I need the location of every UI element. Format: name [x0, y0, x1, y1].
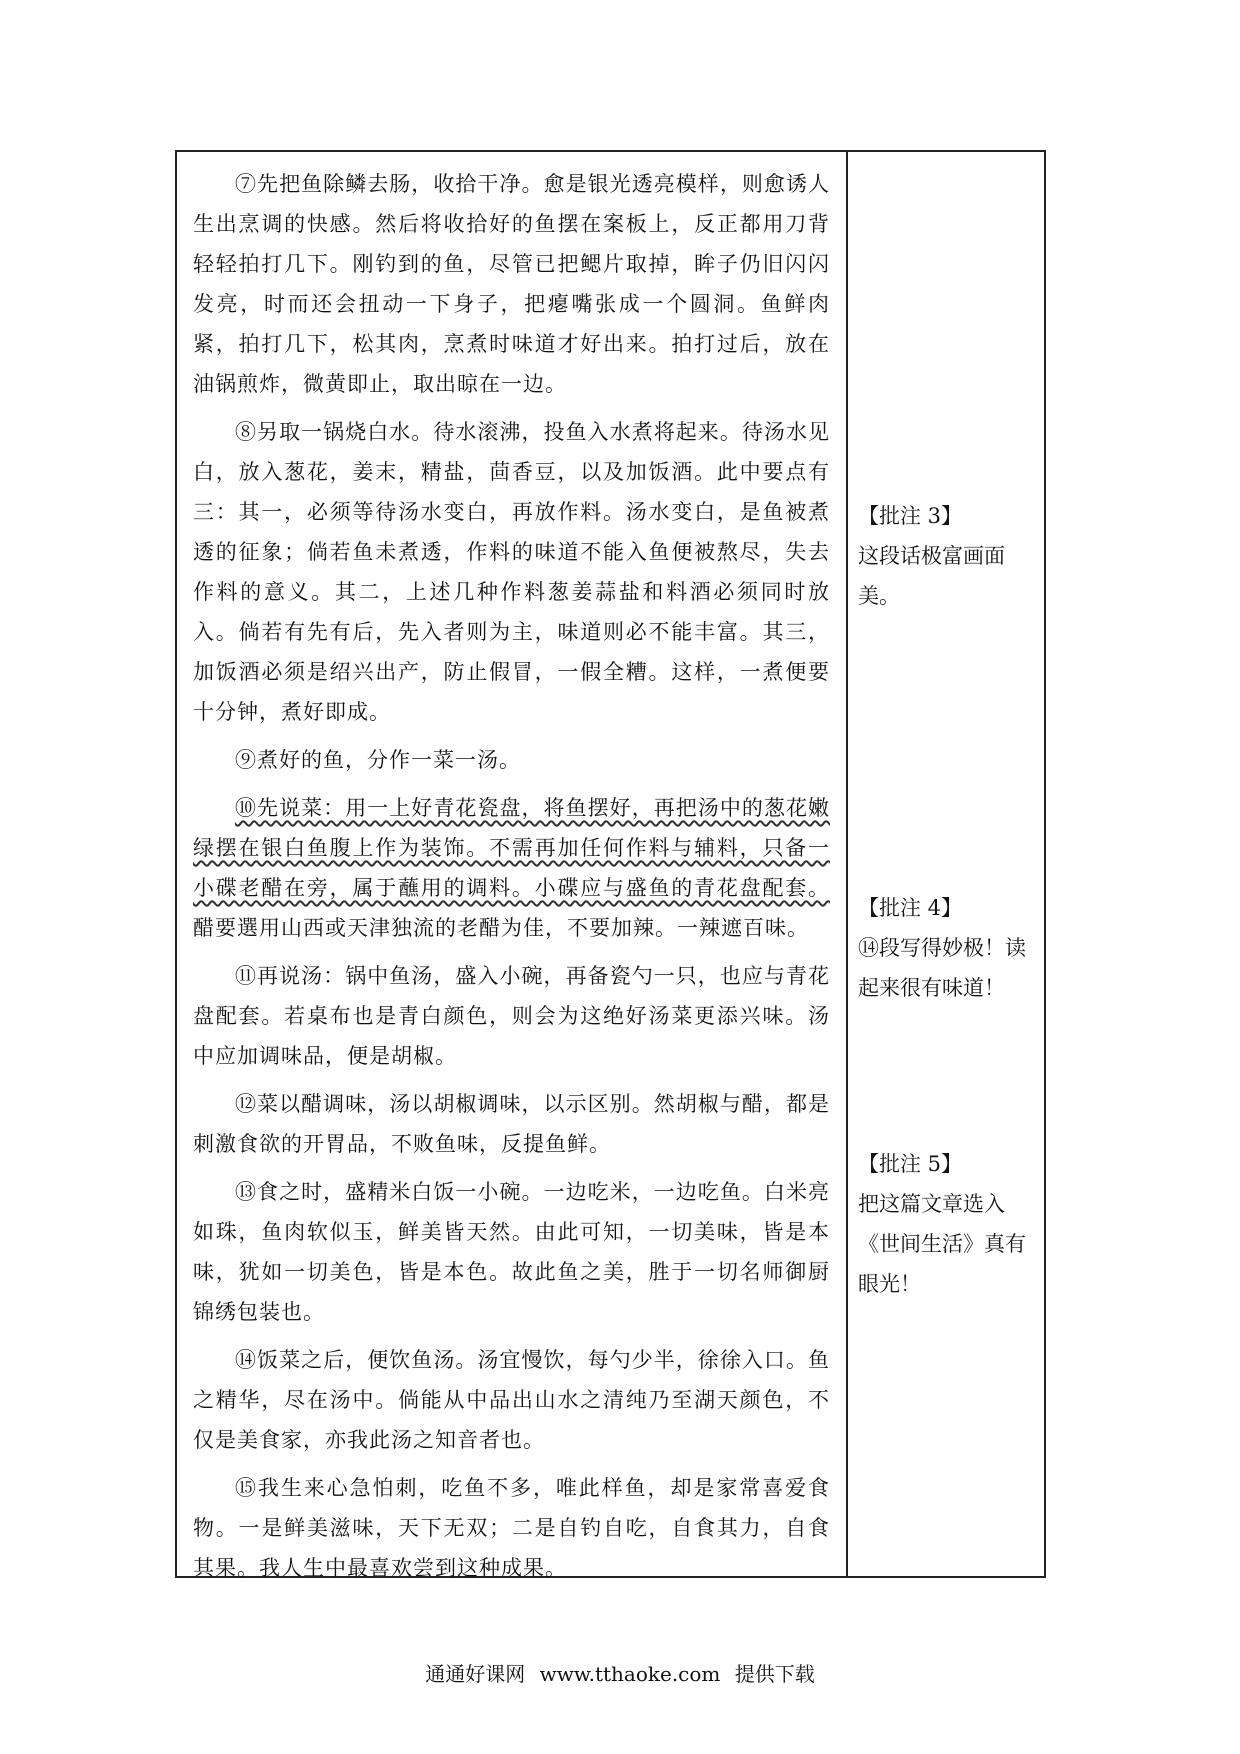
footer-suffix: 提供下载	[734, 1662, 815, 1686]
note-5	[858, 1144, 1036, 1304]
footer-url[interactable]: www.tthaoke.com	[539, 1662, 721, 1686]
paragraph-11: ⑪再说汤：锅中鱼汤，盛入小碗，再备瓷勺一只，也应与青花盘配套。若桌布也是青白颜色，则会为这绝好汤菜更添兴味。汤中应加调味品，便是胡椒。	[193, 964, 830, 1068]
paragraph-9: ⑨煮好的鱼，分作一菜一汤。	[235, 748, 521, 772]
paragraph-14: ⑭饭菜之后，便饮鱼汤。汤宜慢饮，每勺少半，徐徐入口。鱼之精华，尽在汤中。倘能从中品出山水之清纯乃至湖天颜色，不仅是美食家，亦我此汤之知音者也。	[193, 1348, 830, 1452]
note-5-text: 把这篇文章选入《世间生活》真有眼光！	[858, 1192, 1026, 1296]
paragraph-8: ⑧另取一锅烧白水。待水滚沸，投鱼入水煮将起来。待汤水见白，放入葱花，姜末，精盐，茴香豆，以及加饭酒。此中要点有三：其一，必须等待汤水变白，再放作料。汤水变白，是鱼被煮透的征象；倘若鱼未煮透，作料的味道不能入鱼便被熬尽，失去作料的意义。其二，上述几种作料葱姜蒜盐和料酒必须同时放入。倘若有先有后，先入者则为主，味道则必不能丰富。其三，加饭酒必须是绍兴出产，防止假冒，一假全糟。这样，一煮便要十分钟，煮好即成。	[193, 420, 830, 724]
paragraph-10-rest: 醋要選用山西或天津独流的老醋为佳，不要加辣。一辣遮百味。	[193, 916, 809, 940]
note-3-title: 【批注 3】	[858, 504, 963, 528]
paragraph-12: ⑫菜以醋调味，汤以胡椒调味，以示区别。然胡椒与醋，都是刺激食欲的开胃品，不败鱼味，反提鱼鲜。	[193, 1092, 830, 1156]
note-5-title: 【批注 5】	[858, 1152, 963, 1176]
annotation-table	[175, 150, 1046, 1578]
paragraph-13: ⑬食之时，盛精米白饭一小碗。一边吃米，一边吃鱼。白米亮如珠，鱼肉软似玉，鲜美皆天然。由此可知，一切美味，皆是本味，犹如一切美色，皆是本色。故此鱼之美，胜于一切名师御厨锦绣包装也。	[193, 1180, 830, 1324]
notes-column	[848, 152, 1044, 1576]
paragraph-10	[193, 788, 830, 948]
note-3-text: 这段话极富画面美。	[858, 544, 1005, 608]
note-4-title: 【批注 4】	[858, 896, 963, 920]
page-footer	[0, 1658, 1240, 1687]
note-4-text: ⑭段写得妙极！读起来很有味道！	[858, 936, 1026, 1000]
underlined-sentence: ⑩先说菜：用一上好青花瓷盘，将鱼摆好，再把汤中的葱花嫩绿摆在银白鱼腹上作为装饰。不需再加任何作料与辅料，只备一小碟老醋在旁，属于蘸用的调料。小碟应与盛鱼的青花盘配套。	[193, 796, 830, 900]
paragraph-7: ⑦先把鱼除鳞去肠，收拾干净。愈是银光透亮模样，则愈诱人生出烹调的快感。然后将收拾好的鱼摆在案板上，反正都用刀背轻轻拍打几下。刚钓到的鱼，尽管已把鳃片取掉，眸子仍旧闪闪发亮，时而还会扭动一下身子，把瘪嘴张成一个圆洞。鱼鲜肉紧，拍打几下，松其肉，烹煮时味道才好出来。拍打过后，放在油锅煎炸，微黄即止，取出晾在一边。	[193, 172, 830, 396]
note-3	[858, 496, 1036, 616]
essay-column	[177, 152, 848, 1580]
footer-site-name: 通通好课网	[425, 1662, 526, 1686]
paragraph-15: ⑮我生来心急怕刺，吃鱼不多，唯此样鱼，却是家常喜爱食物。一是鲜美滋味，天下无双；二是自钓自吃，自食其力，自食其果。我人生中最喜欢尝到这种成果。	[193, 1476, 830, 1580]
note-4	[858, 888, 1036, 1008]
